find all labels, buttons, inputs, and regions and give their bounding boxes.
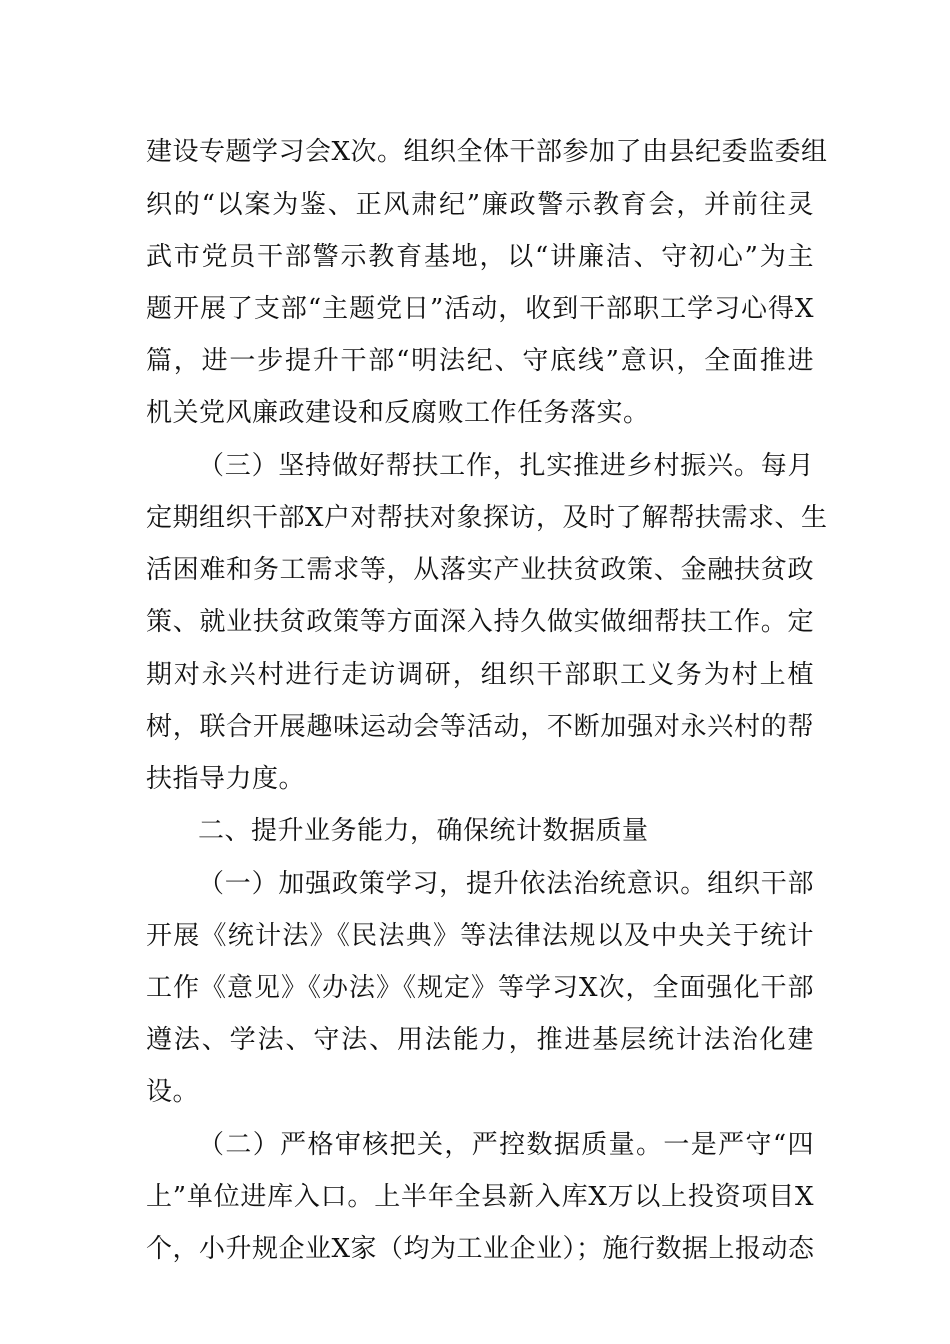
section-title-line: （三）坚持做好帮扶工作，扎实推进乡村振兴。每月: [198, 451, 814, 481]
text-line: 策、就业扶贫政策等方面深入持久做实做细帮扶工作。定: [146, 607, 814, 637]
text-line: 树，联合开展趣味运动会等活动，不断加强对永兴村的帮: [146, 712, 814, 742]
text-line: 设。: [146, 1077, 200, 1107]
text-line: 活困难和务工需求等，从落实产业扶贫政策、金融扶贫政: [146, 555, 814, 585]
text-line: 武市党员干部警示教育基地，以“讲廉洁、守初心”为主: [146, 242, 814, 272]
text-line: 定期组织干部X户对帮扶对象探访，及时了解帮扶需求、生: [146, 503, 828, 533]
text-line: 篇，进一步提升干部“明法纪、守底线”意识，全面推进: [146, 346, 814, 376]
text-line: 织的“以案为鉴、正风肃纪”廉政警示教育会，并前往灵: [146, 190, 814, 220]
text-line: 机关党风廉政建设和反腐败工作任务落实。: [146, 398, 650, 428]
text-line: 期对永兴村进行走访调研，组织干部职工义务为村上植: [146, 660, 814, 690]
text-line: 题开展了支部“主题党日”活动，收到干部职工学习心得X: [146, 294, 814, 324]
text-line: 扶指导力度。: [146, 764, 306, 794]
text-line: 工作《意见》《办法》《规定》等学习X次，全面强化干部: [146, 973, 814, 1003]
text-line: 建设专题学习会X次。组织全体干部参加了由县纪委监委组: [146, 137, 828, 167]
section-title-line: （一）加强政策学习，提升依法治统意识。组织干部: [198, 869, 814, 899]
text-line: 开展《统计法》《民法典》等法律法规以及中央关于统计: [146, 921, 814, 951]
text-line: 遵法、学法、守法、用法能力，推进基层统计法治化建: [146, 1025, 814, 1055]
section-heading: 二、提升业务能力，确保统计数据质量: [198, 816, 649, 846]
section-title-line: （二）严格审核把关，严控数据质量。一是严守“四: [198, 1130, 814, 1160]
text-line: 个，小升规企业X家（均为工业企业）；施行数据上报动态: [146, 1234, 815, 1264]
text-line: 上”单位进库入口。上半年全县新入库X万以上投资项目X: [146, 1182, 814, 1212]
